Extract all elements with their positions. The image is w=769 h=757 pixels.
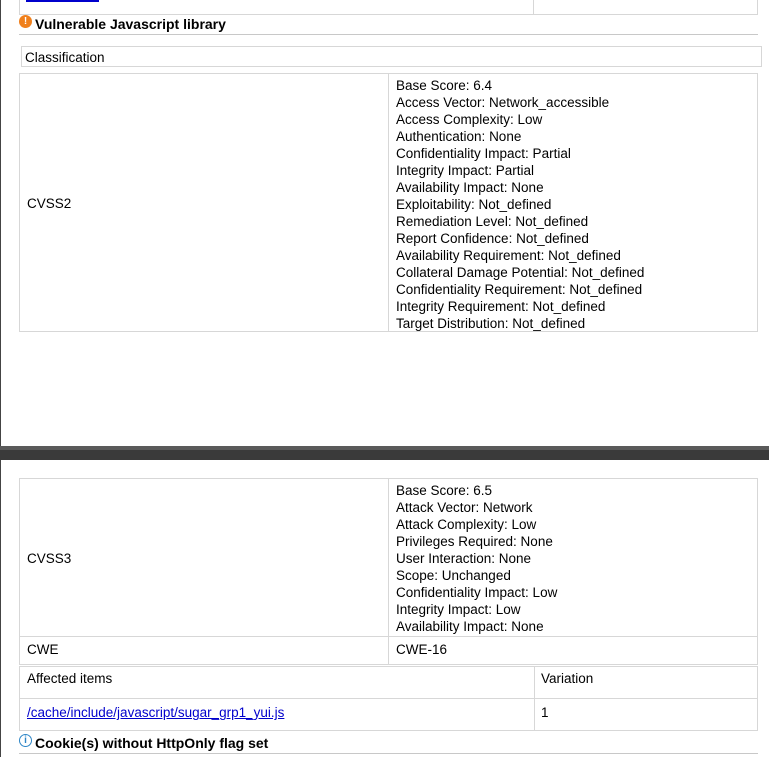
cvss2-values: [396, 77, 644, 332]
cvss2-line: Availability Impact: None: [396, 180, 544, 195]
affected-header-divider: [534, 667, 535, 698]
cvss3-label: CVSS3: [27, 551, 72, 566]
cvss2-line: Report Confidence: Not_defined: [396, 231, 589, 246]
cvss3-line: User Interaction: None: [396, 551, 532, 566]
cvss2-label: CVSS2: [27, 196, 72, 211]
cvss2-line: Remediation Level: Not_defined: [396, 214, 589, 229]
report-page-2: [0, 460, 769, 757]
cvss2-line: Access Vector: Network_accessible: [396, 95, 610, 110]
cvss2-line: Confidentiality Impact: Partial: [396, 146, 571, 161]
cvss2-line: Target Distribution: Not_defined: [396, 316, 586, 331]
cvss2-line: Integrity Impact: Partial: [396, 163, 535, 178]
cwe-label: CWE: [27, 642, 59, 657]
cvss3-line: Integrity Impact: Low: [396, 602, 521, 617]
cwe-divider: [388, 637, 389, 664]
variation-header: Variation: [541, 671, 594, 686]
previous-table-divider: [533, 0, 534, 15]
cvss3-line: Availability Impact: None: [396, 619, 544, 634]
affected-items-header: Affected items: [27, 671, 113, 686]
classification-label: Classification: [25, 50, 105, 65]
affected-header-row: [19, 666, 758, 699]
cvss2-divider: [388, 74, 389, 331]
cvss3-divider: [388, 479, 389, 636]
cvss2-line: Collateral Damage Potential: Not_defined: [396, 265, 645, 280]
warning-icon: !: [19, 15, 32, 28]
cvss2-line: Base Score: 6.4: [396, 78, 493, 93]
cwe-value: CWE-16: [396, 642, 448, 657]
cvss2-line: Exploitability: Not_defined: [396, 197, 552, 212]
cvss3-line: Confidentiality Impact: Low: [396, 585, 558, 600]
cvss3-line: Privileges Required: None: [396, 534, 553, 549]
vuln-title-vulnerable-js: Vulnerable Javascript library: [35, 16, 226, 32]
previous-table-fragment: [19, 0, 758, 15]
section-rule: [19, 34, 758, 35]
cvss2-line: Availability Requirement: Not_defined: [396, 248, 621, 263]
affected-item-divider: [534, 699, 535, 730]
cvss3-line: Base Score: 6.5: [396, 483, 493, 498]
variation-value: 1: [541, 705, 549, 720]
cvss2-line: Integrity Requirement: Not_defined: [396, 299, 606, 314]
section-rule: [19, 753, 758, 754]
classification-header: [21, 46, 762, 67]
cvss2-line: Access Complexity: Low: [396, 112, 543, 127]
cvss2-line: Confidentiality Requirement: Not_defined: [396, 282, 643, 297]
vuln-title-cookie-httponly: Cookie(s) without HttpOnly flag set: [35, 735, 269, 751]
cvss2-line: Authentication: None: [396, 129, 522, 144]
previous-link-fragment[interactable]: [26, 0, 99, 2]
cvss3-line: Attack Complexity: Low: [396, 517, 537, 532]
cvss3-values: [396, 482, 557, 635]
cvss3-line: Scope: Unchanged: [396, 568, 511, 583]
page-break: [0, 446, 769, 460]
cvss3-line: Attack Vector: Network: [396, 500, 533, 515]
affected-item-link[interactable]: /cache/include/javascript/sugar_grp1_yui.js: [27, 705, 285, 720]
info-icon: i: [19, 734, 32, 747]
